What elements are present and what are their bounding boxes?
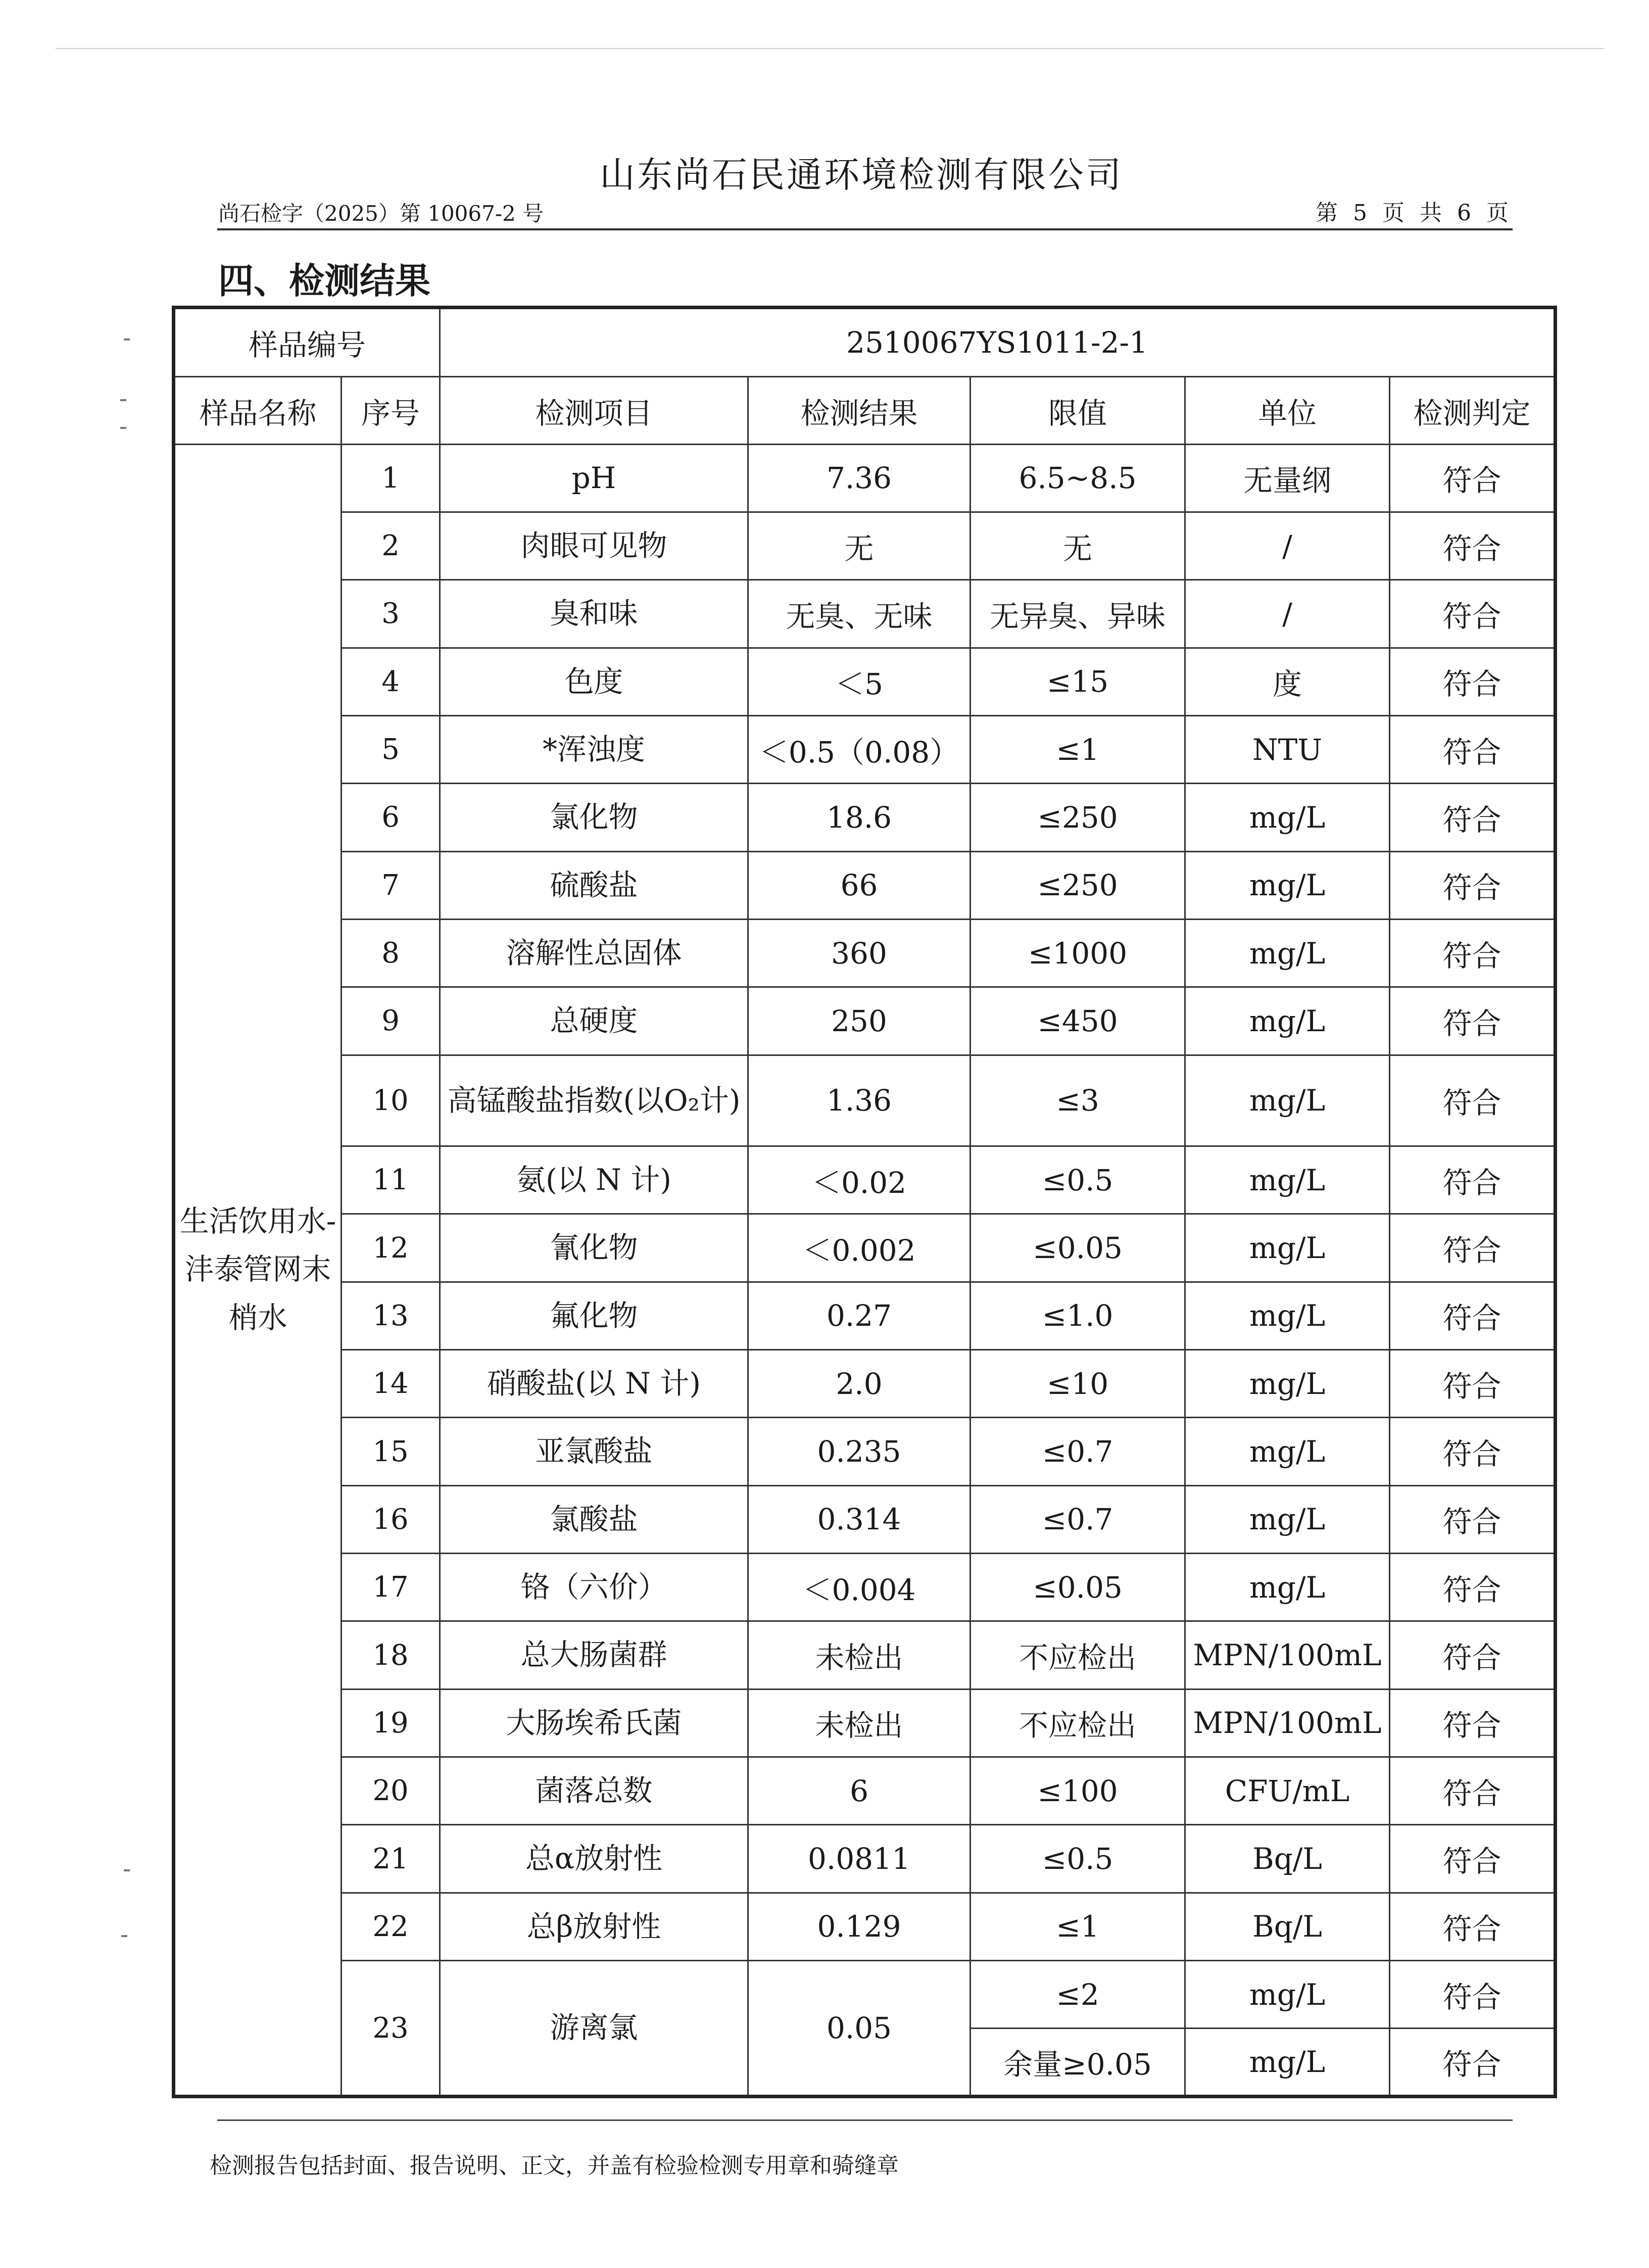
row-limit: ≤250	[971, 851, 1185, 919]
table-row	[174, 1825, 1556, 1893]
table-row	[174, 1146, 1556, 1214]
table-row	[174, 1214, 1556, 1282]
row-verdict: 符合	[1390, 1282, 1556, 1349]
results-table	[172, 306, 1557, 2098]
sample-id-row	[174, 308, 1556, 377]
company-name: 山东尚石民通环境检测有限公司	[600, 154, 1123, 196]
row-item: 溶解性总固体	[440, 919, 748, 987]
sample-id-label: 样品编号	[174, 308, 440, 377]
row-unit: mg/L	[1185, 1485, 1390, 1553]
col-header-limit: 限值	[971, 377, 1185, 444]
row-seq: 11	[342, 1146, 440, 1214]
row-unit: mg/L	[1185, 1282, 1390, 1349]
table-row	[174, 784, 1556, 851]
row-seq: 19	[342, 1689, 440, 1757]
table-row	[174, 851, 1556, 919]
row-item: 高锰酸盐指数(以O₂计)	[440, 1055, 748, 1146]
row-result: 250	[748, 987, 971, 1055]
row-result: 1.36	[748, 1055, 971, 1146]
row-result: 0.27	[748, 1282, 971, 1349]
row-limit: ≤0.5	[971, 1146, 1185, 1214]
row-limit: ≤100	[971, 1757, 1185, 1825]
top-scan-line	[56, 48, 1604, 49]
row-limit: ≤0.05	[971, 1554, 1185, 1621]
row-result: ＜5	[748, 648, 971, 715]
row-seq: 18	[342, 1621, 440, 1689]
row-unit: NTU	[1185, 715, 1390, 783]
row-result: 0.314	[748, 1485, 971, 1553]
row-limit: ≤0.7	[971, 1485, 1185, 1553]
row-result: 360	[748, 919, 971, 987]
row-item: 色度	[440, 648, 748, 715]
row-item: 大肠埃希氏菌	[440, 1689, 748, 1757]
row-result: 2.0	[748, 1350, 971, 1418]
row-result: ＜0.002	[748, 1214, 971, 1282]
row-seq: 4	[342, 648, 440, 715]
row-verdict: 符合	[1390, 1757, 1556, 1825]
table-row	[174, 1485, 1556, 1553]
header-divider	[217, 228, 1513, 230]
row-unit: /	[1185, 512, 1390, 580]
row-result: 0.05	[748, 1961, 971, 2097]
row-item: 总大肠菌群	[440, 1621, 748, 1689]
row-seq: 8	[342, 919, 440, 987]
row-seq: 1	[342, 444, 440, 512]
row-verdict: 符合	[1390, 1554, 1556, 1621]
row-unit: mg/L	[1185, 2029, 1390, 2097]
row-seq: 21	[342, 1825, 440, 1893]
row-result: ＜0.5（0.08）	[748, 715, 971, 783]
footer-divider	[217, 2119, 1513, 2121]
row-item: 总β放射性	[440, 1893, 748, 1960]
row-item: 总α放射性	[440, 1825, 748, 1893]
column-header-row	[174, 377, 1556, 444]
row-item: 氨(以 N 计)	[440, 1146, 748, 1214]
row-unit: mg/L	[1185, 784, 1390, 851]
col-header-result: 检测结果	[748, 377, 971, 444]
document-number: 尚石检字（2025）第 10067-2 号	[218, 201, 544, 226]
row-unit: mg/L	[1185, 1554, 1390, 1621]
row-unit: mg/L	[1185, 919, 1390, 987]
table-row	[174, 1961, 1556, 2029]
margin-mark	[124, 1869, 130, 1871]
row-item: 臭和味	[440, 580, 748, 648]
row-seq: 14	[342, 1350, 440, 1418]
col-header-verdict: 检测判定	[1390, 377, 1556, 444]
col-header-seq: 序号	[342, 377, 440, 444]
table-row	[174, 648, 1556, 715]
row-limit: ≤2	[971, 1961, 1185, 2029]
row-unit: 度	[1185, 648, 1390, 715]
row-item: 游离氯	[440, 1961, 748, 2097]
row-seq: 9	[342, 987, 440, 1055]
row-limit: ≤3	[971, 1055, 1185, 1146]
row-unit: Bq/L	[1185, 1825, 1390, 1893]
row-verdict: 符合	[1390, 1214, 1556, 1282]
col-header-unit: 单位	[1185, 377, 1390, 444]
row-unit: mg/L	[1185, 987, 1390, 1055]
footer-note: 检测报告包括封面、报告说明、正文，并盖有检验检测专用章和骑缝章	[210, 2153, 899, 2179]
row-verdict: 符合	[1390, 1055, 1556, 1146]
row-limit: 不应检出	[971, 1689, 1185, 1757]
row-verdict: 符合	[1390, 1893, 1556, 1960]
row-result: 0.129	[748, 1893, 971, 1960]
row-limit: ≤15	[971, 648, 1185, 715]
row-result: 7.36	[748, 444, 971, 512]
row-limit: 无异臭、异味	[971, 580, 1185, 648]
row-verdict: 符合	[1390, 1146, 1556, 1214]
table-row	[174, 1893, 1556, 1960]
table-row	[174, 1554, 1556, 1621]
table-row	[174, 1757, 1556, 1825]
row-verdict: 符合	[1390, 2029, 1556, 2097]
row-item: 铬（六价）	[440, 1554, 748, 1621]
table-row	[174, 580, 1556, 648]
row-item: 总硬度	[440, 987, 748, 1055]
row-item: 氰化物	[440, 1214, 748, 1282]
row-limit: ≤0.05	[971, 1214, 1185, 1282]
row-verdict: 符合	[1390, 1485, 1556, 1553]
col-header-sample-name: 样品名称	[174, 377, 342, 444]
row-result: 18.6	[748, 784, 971, 851]
table-row	[174, 1350, 1556, 1418]
sample-id-value: 2510067YS1011-2-1	[440, 308, 1556, 377]
col-header-item: 检测项目	[440, 377, 748, 444]
row-verdict: 符合	[1390, 580, 1556, 648]
table-row	[174, 444, 1556, 512]
row-seq: 15	[342, 1418, 440, 1485]
row-result: 无臭、无味	[748, 580, 971, 648]
row-verdict: 符合	[1390, 784, 1556, 851]
margin-mark	[120, 427, 126, 429]
row-item: 肉眼可见物	[440, 512, 748, 580]
margin-mark	[121, 1935, 127, 1937]
row-result: 未检出	[748, 1689, 971, 1757]
row-seq: 6	[342, 784, 440, 851]
row-verdict: 符合	[1390, 648, 1556, 715]
table-row	[174, 987, 1556, 1055]
row-limit: 不应检出	[971, 1621, 1185, 1689]
row-verdict: 符合	[1390, 1689, 1556, 1757]
row-unit: mg/L	[1185, 1350, 1390, 1418]
row-item: 氯化物	[440, 784, 748, 851]
row-seq: 5	[342, 715, 440, 783]
row-verdict: 符合	[1390, 1418, 1556, 1485]
row-verdict: 符合	[1390, 715, 1556, 783]
row-seq: 16	[342, 1485, 440, 1553]
row-seq: 2	[342, 512, 440, 580]
table-row	[174, 1621, 1556, 1689]
row-seq: 20	[342, 1757, 440, 1825]
row-seq: 23	[342, 1961, 440, 2097]
row-limit: ≤1.0	[971, 1282, 1185, 1349]
row-item: pH	[440, 444, 748, 512]
margin-mark	[120, 399, 126, 401]
row-result: 0.235	[748, 1418, 971, 1485]
row-item: 氟化物	[440, 1282, 748, 1349]
table-row	[174, 512, 1556, 580]
row-verdict: 符合	[1390, 987, 1556, 1055]
row-limit: ≤450	[971, 987, 1185, 1055]
row-result: 0.0811	[748, 1825, 971, 1893]
row-verdict: 符合	[1390, 512, 1556, 580]
table-row	[174, 1418, 1556, 1485]
row-unit: 无量纲	[1185, 444, 1390, 512]
section-title: 四、检测结果	[218, 260, 430, 302]
row-item: 氯酸盐	[440, 1485, 748, 1553]
row-result: 未检出	[748, 1621, 971, 1689]
row-unit: mg/L	[1185, 1055, 1390, 1146]
row-unit: mg/L	[1185, 1418, 1390, 1485]
row-unit: Bq/L	[1185, 1893, 1390, 1960]
row-verdict: 符合	[1390, 919, 1556, 987]
row-result: ＜0.004	[748, 1554, 971, 1621]
row-unit: CFU/mL	[1185, 1757, 1390, 1825]
row-unit: mg/L	[1185, 851, 1390, 919]
row-item: 硫酸盐	[440, 851, 748, 919]
table-row	[174, 715, 1556, 783]
row-seq: 12	[342, 1214, 440, 1282]
row-verdict: 符合	[1390, 444, 1556, 512]
row-unit: mg/L	[1185, 1214, 1390, 1282]
row-result: 66	[748, 851, 971, 919]
row-unit: MPN/100mL	[1185, 1689, 1390, 1757]
row-result: 6	[748, 1757, 971, 1825]
row-seq: 3	[342, 580, 440, 648]
row-limit: 无	[971, 512, 1185, 580]
row-limit: ≤1	[971, 715, 1185, 783]
row-limit: 余量≥0.05	[971, 2029, 1185, 2097]
row-limit: ≤10	[971, 1350, 1185, 1418]
row-result: ＜0.02	[748, 1146, 971, 1214]
row-verdict: 符合	[1390, 1825, 1556, 1893]
row-seq: 10	[342, 1055, 440, 1146]
row-seq: 22	[342, 1893, 440, 1960]
row-limit: ≤1000	[971, 919, 1185, 987]
row-unit: mg/L	[1185, 1146, 1390, 1214]
row-item: 菌落总数	[440, 1757, 748, 1825]
row-limit: ≤250	[971, 784, 1185, 851]
margin-mark	[124, 339, 130, 341]
row-limit: ≤1	[971, 1893, 1185, 1960]
table-row	[174, 1689, 1556, 1757]
row-verdict: 符合	[1390, 851, 1556, 919]
row-verdict: 符合	[1390, 1961, 1556, 2029]
row-unit: MPN/100mL	[1185, 1621, 1390, 1689]
results-table-body	[174, 308, 1556, 2097]
row-seq: 13	[342, 1282, 440, 1349]
row-limit: 6.5~8.5	[971, 444, 1185, 512]
row-unit: /	[1185, 580, 1390, 648]
row-limit: ≤0.5	[971, 1825, 1185, 1893]
row-item: *浑浊度	[440, 715, 748, 783]
page-indicator: 第 5 页 共 6 页	[1316, 200, 1513, 226]
row-verdict: 符合	[1390, 1621, 1556, 1689]
sample-name-cell: 生活饮用水-沣泰管网末梢水	[174, 444, 342, 2096]
row-verdict: 符合	[1390, 1350, 1556, 1418]
row-seq: 17	[342, 1554, 440, 1621]
row-limit: ≤0.7	[971, 1418, 1185, 1485]
row-seq: 7	[342, 851, 440, 919]
table-row	[174, 1055, 1556, 1146]
row-result: 无	[748, 512, 971, 580]
table-row	[174, 1282, 1556, 1349]
row-item: 亚氯酸盐	[440, 1418, 748, 1485]
row-item: 硝酸盐(以 N 计)	[440, 1350, 748, 1418]
table-row	[174, 919, 1556, 987]
row-unit: mg/L	[1185, 1961, 1390, 2029]
